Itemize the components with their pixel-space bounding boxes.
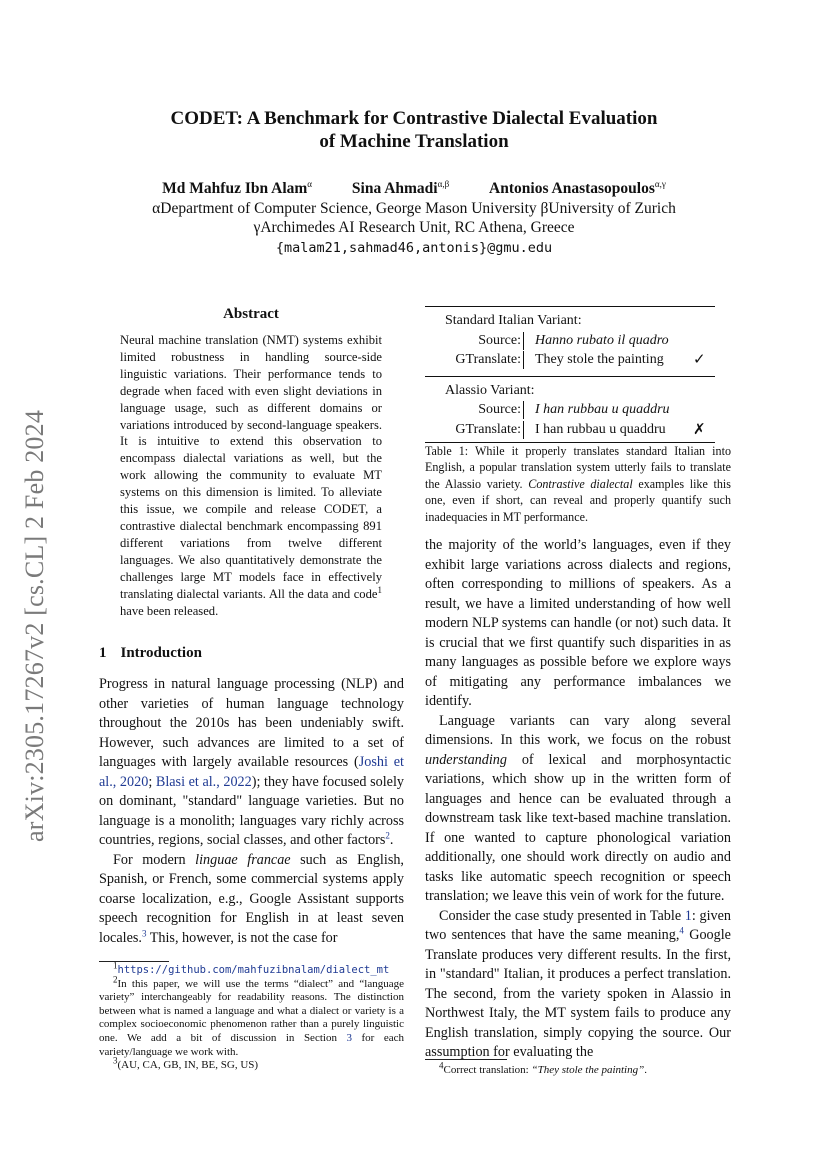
abstract-heading: Abstract bbox=[223, 306, 279, 322]
author-3: Antonios Anastasopoulos$^{\alpha,\gamma}$ bbox=[489, 178, 666, 197]
author-2: Sina Ahmadi$^{\alpha,\beta}$ bbox=[351, 178, 450, 197]
footnote-ref-4[interactable]: 4 bbox=[679, 925, 684, 936]
arxiv-identifier: arXiv:2305.17267v2 [cs.CL] 2 Feb 2024 bbox=[20, 409, 49, 842]
right-column-body bbox=[425, 536, 731, 1063]
cross-icon: ✗ bbox=[693, 419, 706, 438]
affiliation-line-1: αDepartment of Computer Science, George Mason University βUniversity of Zurich bbox=[152, 200, 676, 217]
author-list bbox=[100, 180, 728, 198]
footnote-ref-1[interactable]: 1 bbox=[377, 584, 382, 595]
author-emails: {malam21,sahmad46,antonis}@gmu.edu bbox=[275, 240, 553, 256]
github-link[interactable]: https://github.com/mahfuzibnalam/dialect_mt bbox=[117, 964, 390, 976]
table-caption: Table 1: While it properly translates standard Italian into English, a popular translation system utterly fails to translate the Alassio variety. Contrastive dialectal examples like this one, even if short, can reveal and properly quantify such inadequacies in MT performance. bbox=[425, 444, 731, 524]
table-variant-heading: Alassio Variant: bbox=[445, 382, 535, 398]
footnote-1: $^1$https://github.com/mahfuzibnalam/dialect_mt bbox=[113, 960, 390, 976]
left-column-body bbox=[99, 675, 404, 948]
table-1 bbox=[425, 306, 715, 443]
footnotes-left bbox=[99, 960, 404, 1073]
table-row: GTranslate: I han rubbau u quaddru ✗ bbox=[455, 419, 706, 438]
paragraph: Language variants can vary along several dimensions. In this work, we focus on the robust understanding of lexical and morphosyntactic variations, which show up in the written form of languages and hence can be evaluated through a downstream task like text-based machine translation. If one wanted to capture phonological variation additionally, one should work directly on audio and tasks like automatic speech recognition or speech translation; we leave this vein of work for the future. bbox=[425, 712, 731, 904]
footnote-ref-3[interactable]: 3 bbox=[141, 927, 147, 938]
table-variant-heading: Standard Italian Variant: bbox=[445, 313, 582, 328]
footnote-2: $^2$In this paper, we will use the terms “dialect” and “language variety” interchangeably for readability reasons. The distinction between what is named a language and what a dialect or variety is a complex socioeconomic phenomenon rather than a purely linguistic one. We add a bit of discussion in Section 3 for each variety/language we work with. bbox=[99, 973, 404, 1058]
table-row: Source: Hanno rubato il quadro bbox=[478, 332, 669, 348]
section-ref-link[interactable]: 3 bbox=[346, 1031, 352, 1044]
footnote-3: $^3$(AU, CA, GB, IN, BE, SG, US) bbox=[113, 1055, 259, 1072]
footnotes-right bbox=[425, 1060, 731, 1078]
title-line-2: of Machine Translation bbox=[319, 131, 509, 152]
affiliation-line-2: γArchimedes AI Research Unit, RC Athena, Greece bbox=[253, 219, 575, 236]
title-line-1: CODET: A Benchmark for Contrastive Dialectal Evaluation bbox=[170, 108, 658, 129]
paper-title bbox=[100, 107, 728, 153]
table-row: Source: I han rubbau u quaddru bbox=[478, 402, 670, 417]
paragraph: Consider the case study presented in Table 1: given two sentences that have the same meaning,$^4$ Google Translate produces very different results. In the first, in "standard" Italian, it produces a perfect translation. The second, from the variety spoken in Alassio in Northwest Italy, the MT system fails to produce any English translation, simply copying the source. Our assumption for evaluating the bbox=[425, 907, 731, 1060]
footnote-rule bbox=[425, 1059, 507, 1060]
citation-link[interactable]: Blasi et al., 2022 bbox=[155, 773, 252, 790]
footnote-4: $^4$Correct translation: “They stole the painting”. bbox=[439, 1060, 647, 1076]
table-ref-link[interactable]: 1 bbox=[684, 907, 692, 924]
paragraph: the majority of the world’s languages, even if they exhibit large variations across dialects and regions, often corresponding to millions of speakers. As a result, we have a limited understanding of how well modern NLP systems can handle (or not) such data. It is crucial that we first quantify such disparities in as many languages as possible before we explore ways of mitigating any performance imbalances we identify. bbox=[425, 537, 731, 709]
footnote-rule bbox=[99, 961, 169, 962]
checkmark-icon: ✓ bbox=[693, 350, 706, 368]
footnote-ref-2[interactable]: 2 bbox=[385, 830, 390, 841]
paragraph: For modern linguae francae such as English, Spanish, or French, some commercial systems apply coarse localization, e.g., Google Assistant supports speech recognition for English in at least seven locales.$^3$ This, however, is not the case for bbox=[99, 851, 404, 946]
citation-link[interactable]: Joshi et al., 2020 bbox=[99, 754, 404, 790]
abstract-body: Neural machine translation (NMT) systems exhibit limited robustness in handling source-side linguistic variations. Their performance tends to degrade when faced with even slight deviations in language usage, such as different domains or variations introduced by second-language speakers. It is intuitive to extend this observation to encompass dialectal variations as well, but the work allowing the community to evaluate MT systems on this dimension is limited. To alleviate this issue, we compile and release CODET, a contrastive dialectal benchmark encompassing 891 different variations from twelve different languages. We also quantitatively demonstrate the challenges large MT models face in effectively translating dialectal variants. All the data and code$^1$ have been released. bbox=[120, 333, 382, 618]
author-1: Md Mahfuz Ibn Alam$^\alpha$ bbox=[162, 178, 313, 197]
section-heading-introduction: 1 Introduction bbox=[99, 645, 202, 661]
paragraph: Progress in natural language processing (NLP) and other varieties of human language technology throughout the 2010s has been undeniably swift. However, such advances are limited to a set of languages with largely available resources (Joshi et al., 2020; Blasi et al., 2022); they have focused solely on dominant, "standard" language varieties. But no language is a monolith; languages vary richly across countries, regions, social classes, and other factors$^2$. bbox=[99, 676, 404, 848]
table-row: GTranslate: They stole the painting ✓ bbox=[455, 350, 706, 368]
